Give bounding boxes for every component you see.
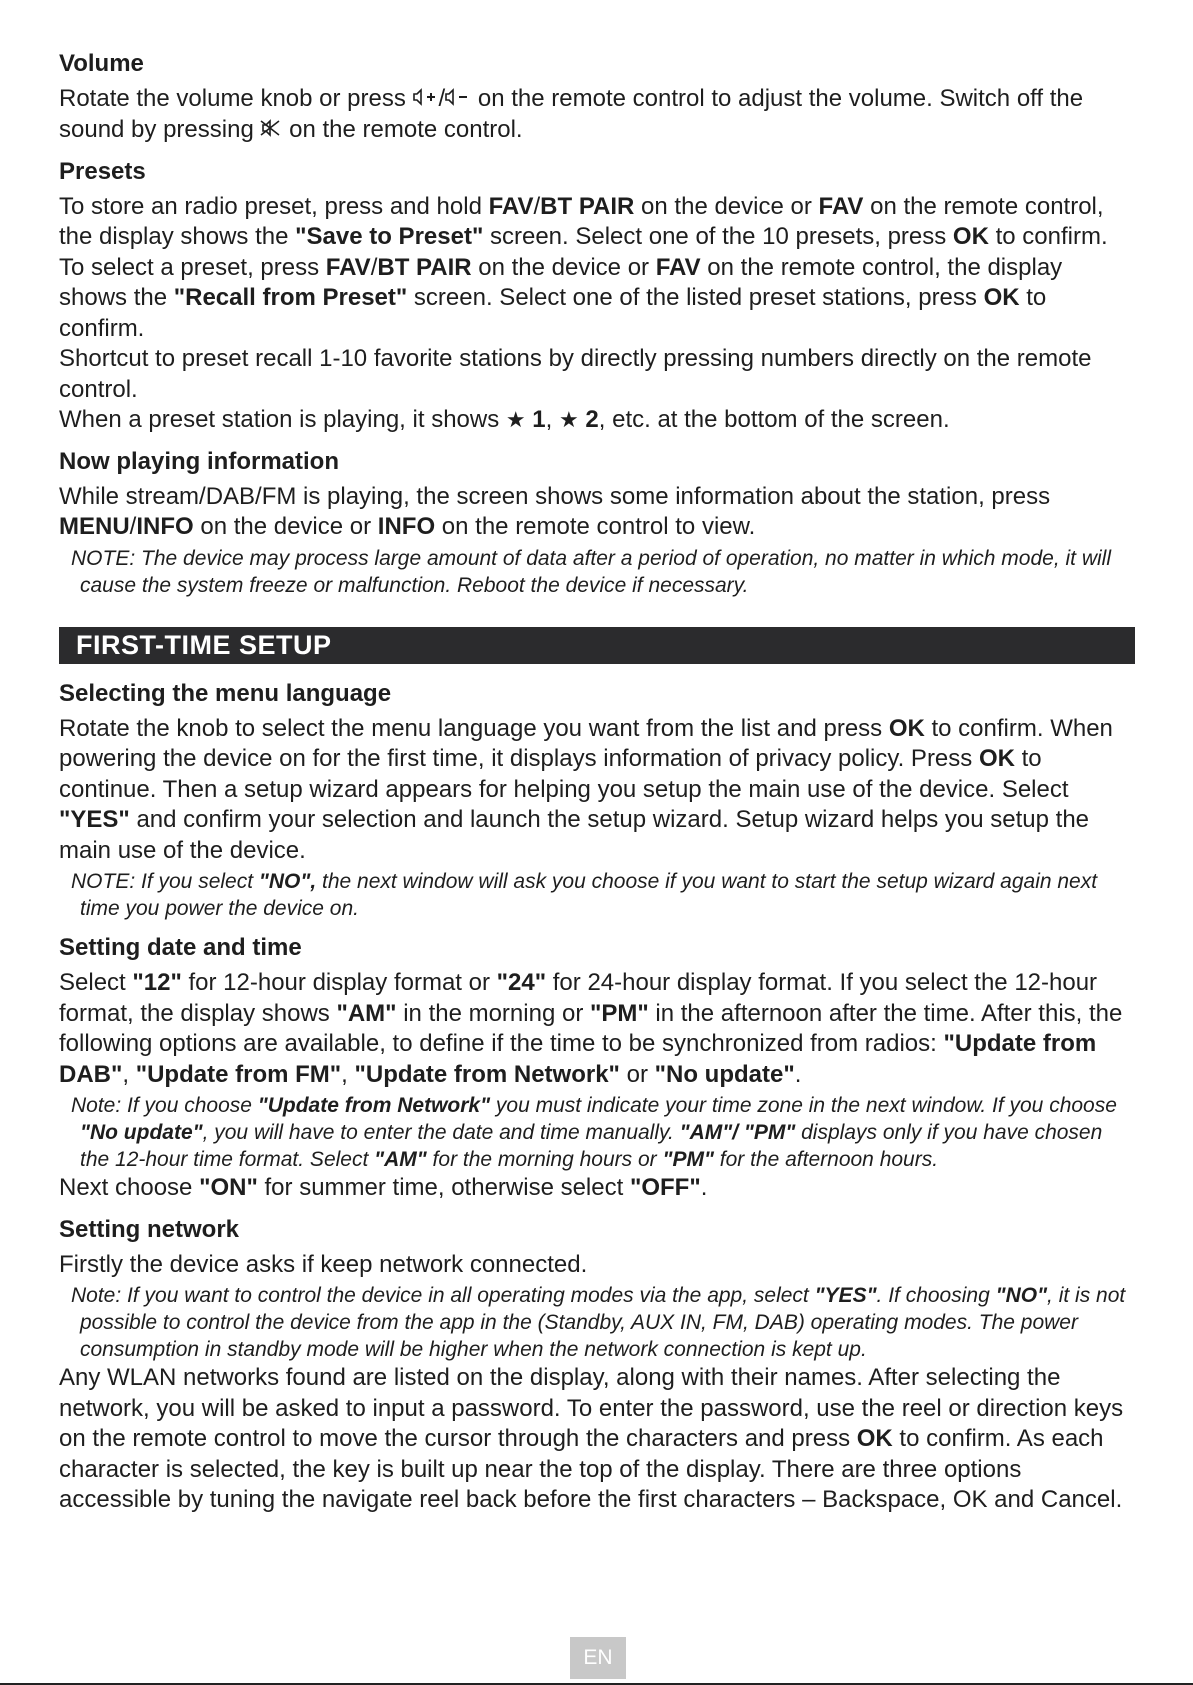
volume-up-icon (413, 84, 439, 115)
presets-playing-text: When a preset station is playing, it shows ★ 1, ★ 2, etc. at the bottom of the screen. (59, 406, 950, 434)
datetime-note: Note: If you choose "Update from Network" you must indicate your time zone in the next window. If you choose "No update", you will have to enter the date and time manually. "AM"/ "PM" displays only if you have chosen the 12-hour time format. Select "AM" for the morning hours or "PM" for the afternoon hours. (71, 1094, 1117, 1172)
volume-down-icon (445, 84, 471, 115)
star-icon: ★ (505, 407, 526, 433)
presets-select-text: To select a preset, press FAV/BT PAIR on the device or FAV on the remote control, the display shows the "Recall from Preset" screen. Select one of the listed preset stations, press OK to confirm. (59, 253, 1063, 342)
network-intro-text: Firstly the device asks if keep network connected. (59, 1250, 588, 1278)
summer-time-text: Next choose "ON" for summer time, otherwise select "OFF". (59, 1174, 708, 1202)
network-wlan-text: Any WLAN networks found are listed on the display, along with their names. After selecting the network, you will be asked to input a password. To enter the password, use the reel or direction keys on the remote control to move the cursor through the characters and press OK to confirm. As each character is selected, the key is built up near the top of the display. There are three options accessible by tuning the navigate reel back before the first characters – Backspace, OK and Cancel. (59, 1364, 1124, 1514)
now-playing-note: NOTE: The device may process large amount of data after a period of operation, no matter in which mode, it will cause the system freeze or malfunction. Reboot the device if necessary. (71, 546, 1112, 597)
presets-heading: Presets (59, 157, 146, 185)
manual-page (59, 50, 1135, 1516)
language-text: Rotate the knob to select the menu language you want from the list and press OK to confirm. When powering the device on for the first time, it displays information of privacy policy. Press OK to continue. Then a setup wizard appears for helping you setup the main use of the device. Select "YES" and confirm your selection and launch the setup wizard. Setup wizard helps you setup the main use of the device. (59, 714, 1113, 864)
now-playing-heading: Now playing information (59, 447, 339, 475)
datetime-text: Select "12" for 12-hour display format or "24" for 24-hour display format. If you select the 12-hour format, the display shows "AM" in the morning or "PM" in the afternoon after the time. After this, the following options are available, to define if the time to be synchronized from radios: "Update from DAB", "Update from FM", "Update from Network" or "No update". (59, 969, 1123, 1088)
presets-shortcut-text: Shortcut to preset recall 1-10 favorite stations by directly pressing numbers directly on the remote control. (59, 345, 1092, 403)
mute-icon (260, 115, 282, 146)
volume-heading: Volume (59, 50, 144, 77)
now-playing-text: While stream/DAB/FM is playing, the screen shows some information about the station, press MENU/INFO on the device or INFO on the remote control to view. (59, 482, 1051, 541)
network-note: Note: If you want to control the device in all operating modes via the app, select "YES". If choosing "NO", it is not possible to control the device from the app in the (Standby, AUX IN, FM, DAB) operating modes. The power consumption in standby mode will be higher when the network connection is kept up. (71, 1284, 1126, 1362)
presets-store-text: To store an radio preset, press and hold FAV/BT PAIR on the device or FAV on the remote control, the display shows the "Save to Preset" screen. Select one of the 10 presets, press OK to confirm. (59, 192, 1108, 251)
datetime-heading: Setting date and time (59, 934, 302, 962)
network-heading: Setting network (59, 1215, 240, 1243)
volume-text: Rotate the volume knob or press / on the remote control to adjust the volume. Switch off the sound by pressing on the remote control. (59, 84, 1135, 146)
language-heading: Selecting the menu language (59, 679, 392, 707)
section-banner: FIRST-TIME SETUP (59, 627, 1135, 664)
star-icon: ★ (559, 407, 579, 433)
language-note: NOTE: If you select "NO", the next window will ask you choose if you want to start the setup wizard again next time you power the device on. (71, 870, 1098, 921)
language-footer-badge: EN (570, 1637, 626, 1679)
